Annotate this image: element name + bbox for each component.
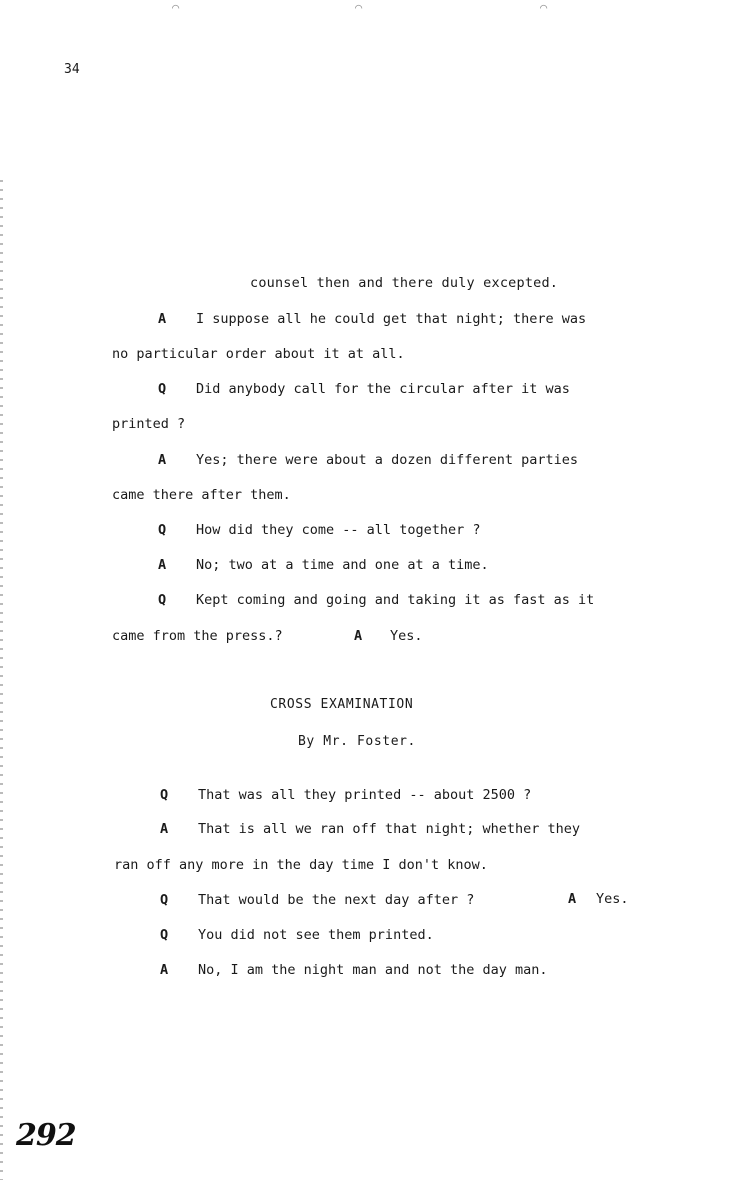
testimony-line: You did not see them printed. <box>198 927 434 943</box>
speaker-label: A <box>568 891 577 907</box>
speaker-label: A <box>160 962 169 978</box>
speaker-label: Q <box>160 927 169 943</box>
speaker-label: A <box>158 557 167 573</box>
speaker-label: Q <box>158 522 167 538</box>
scan-edge-artifact <box>0 180 3 1180</box>
testimony-line: How did they come -- all together ? <box>196 522 481 538</box>
testimony-line: Yes. <box>390 628 423 644</box>
section-heading: CROSS EXAMINATION <box>270 697 414 712</box>
handwritten-page-number: 292 <box>16 1118 76 1153</box>
testimony-line: Did anybody call for the circular after it was <box>196 381 570 397</box>
speaker-label: A <box>158 311 167 327</box>
testimony-line: That would be the next day after ? <box>198 892 475 908</box>
testimony-line: I suppose all he could get that night; there was <box>196 311 587 327</box>
testimony-line: no particular order about it at all. <box>112 346 405 362</box>
speaker-label: Q <box>158 592 167 608</box>
speaker-label: A <box>158 452 167 468</box>
speaker-label: A <box>160 821 169 837</box>
testimony-line: Yes; there were about a dozen different parties <box>196 452 579 468</box>
testimony-line: ran off any more in the day time I don't know. <box>114 857 488 873</box>
continuation-line: counsel then and there duly excepted. <box>250 275 559 291</box>
page-number: 34 <box>64 62 80 77</box>
speaker-label: A <box>354 628 363 644</box>
testimony-line: Kept coming and going and taking it as fast as it <box>196 592 595 608</box>
testimony-line: came there after them. <box>112 487 291 503</box>
testimony-line: No, I am the night man and not the day man. <box>198 962 548 978</box>
testimony-line: No; two at a time and one at a time. <box>196 557 489 573</box>
testimony-line: That was all they printed -- about 2500 ? <box>198 787 532 803</box>
testimony-line: printed ? <box>112 416 186 432</box>
punch-mark-icon: ⌒ <box>172 0 180 14</box>
testimony-line: came from the press.? <box>112 628 283 644</box>
testimony-line: That is all we ran off that night; whether they <box>198 821 581 837</box>
punch-mark-icon: ⌒ <box>540 0 548 14</box>
speaker-label: Q <box>158 381 167 397</box>
punch-mark-icon: ⌒ <box>355 0 363 14</box>
speaker-label: Q <box>160 787 169 803</box>
testimony-line: Yes. <box>596 891 629 907</box>
speaker-label: Q <box>160 892 169 908</box>
examiner-line: By Mr. Foster. <box>298 734 416 749</box>
